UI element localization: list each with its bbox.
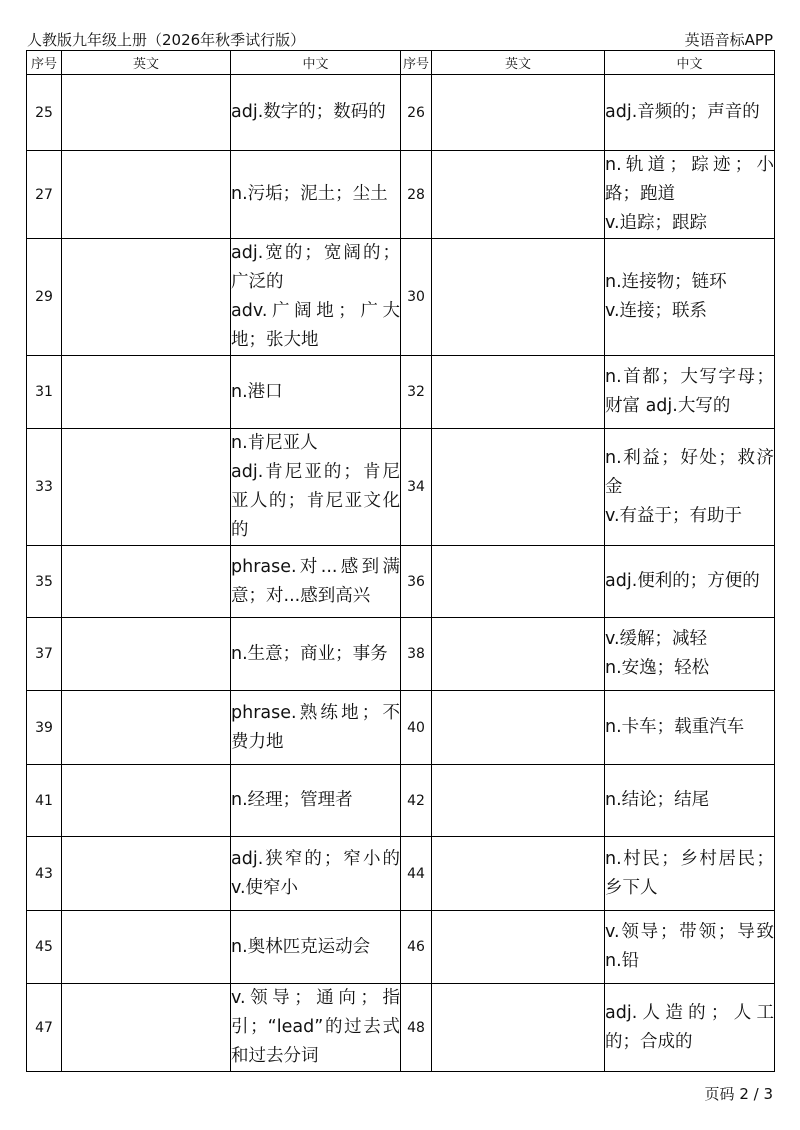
english-blank-cell: [432, 691, 605, 765]
chinese-meaning: [231, 618, 401, 691]
english-blank-cell: [432, 75, 605, 151]
english-blank-cell: [432, 429, 605, 546]
chinese-meaning: [231, 546, 401, 618]
word-number: 45: [27, 911, 62, 984]
english-blank-cell: [432, 837, 605, 911]
table-row: [27, 239, 775, 356]
word-number: 43: [27, 837, 62, 911]
meaning-line: n.卡车；载重汽车: [605, 717, 745, 737]
table-row: [27, 75, 775, 151]
meaning-line: v.领导；通向；指引；“lead”的过去式和过去分词: [231, 988, 400, 1066]
english-blank-cell: [62, 151, 231, 239]
english-blank-cell: [62, 546, 231, 618]
table-row: [27, 546, 775, 618]
word-number: 47: [27, 984, 62, 1072]
word-number: 40: [401, 691, 432, 765]
page-header: [27, 26, 773, 50]
chinese-meaning: [605, 356, 775, 429]
meaning-line: n.港口: [231, 381, 283, 402]
chinese-meaning: [231, 429, 401, 546]
english-blank-cell: [62, 356, 231, 429]
english-blank-cell: [62, 691, 231, 765]
word-number: 25: [27, 75, 62, 151]
meaning-line: n.污垢；泥土；尘土: [231, 184, 388, 204]
meaning-line: n.结论；结尾: [605, 790, 710, 810]
chinese-meaning: [605, 75, 775, 151]
meaning-line: n.首都；大写字母；财富 adj.大写的: [605, 367, 774, 416]
col-header-chinese: 中文: [231, 51, 401, 75]
chinese-meaning: [605, 691, 775, 765]
word-number: 26: [401, 75, 432, 151]
vocabulary-table: [26, 50, 775, 1072]
word-number: 38: [401, 618, 432, 691]
chinese-meaning: [605, 765, 775, 837]
app-name: 英语音标APP: [684, 31, 773, 49]
meaning-line: n.连接物；链环: [605, 272, 727, 292]
english-blank-cell: [62, 429, 231, 546]
chinese-meaning: [605, 239, 775, 356]
english-blank-cell: [432, 239, 605, 356]
chinese-meaning: [231, 765, 401, 837]
meaning-line: v.连接；联系: [605, 301, 708, 321]
meaning-line: n.经理；管理者: [231, 790, 353, 810]
meaning-line: n.生意；商业；事务: [231, 643, 388, 664]
table-row: [27, 765, 775, 837]
english-blank-cell: [432, 356, 605, 429]
meaning-line: n.轨道；踪迹；小路；跑道: [605, 155, 774, 204]
meaning-line: phrase.熟练地；不费力地: [231, 702, 400, 752]
col-header-number: 序号: [27, 51, 62, 75]
word-number: 34: [401, 429, 432, 546]
meaning-line: v.有益于；有助于: [605, 505, 743, 526]
chinese-meaning: [231, 691, 401, 765]
meaning-line: adj.音频的；声音的: [605, 102, 760, 122]
meaning-line: adj.数字的；数码的: [231, 102, 386, 122]
meaning-line: adj.肯尼亚的；肯尼亚人的；肯尼亚文化的: [231, 462, 400, 540]
col-header-english: 英文: [432, 51, 605, 75]
english-blank-cell: [62, 75, 231, 151]
word-number: 39: [27, 691, 62, 765]
chinese-meaning: [231, 239, 401, 356]
table-row: [27, 429, 775, 546]
word-number: 29: [27, 239, 62, 356]
word-number: 42: [401, 765, 432, 837]
meaning-line: n.肯尼亚人: [231, 433, 318, 453]
col-header-chinese: 中文: [605, 51, 775, 75]
chinese-meaning: [605, 618, 775, 691]
english-blank-cell: [432, 765, 605, 837]
table-header-row: [27, 51, 775, 75]
table-body: [27, 75, 775, 1072]
meaning-line: phrase.对...感到满意；对...感到高兴: [231, 556, 400, 606]
meaning-line: adj.人造的；人工的；合成的: [605, 1002, 774, 1052]
english-blank-cell: [62, 837, 231, 911]
meaning-line: v.缓解；减轻: [605, 629, 708, 649]
english-blank-cell: [62, 984, 231, 1072]
table-row: [27, 691, 775, 765]
english-blank-cell: [432, 546, 605, 618]
meaning-line: n.奥林匹克运动会: [231, 936, 371, 957]
meaning-line: adv.广阔地；广大地；张大地: [231, 301, 400, 350]
word-number: 46: [401, 911, 432, 984]
english-blank-cell: [62, 911, 231, 984]
word-number: 35: [27, 546, 62, 618]
meaning-line: v.追踪；跟踪: [605, 213, 708, 233]
meaning-line: n.安逸；轻松: [605, 658, 710, 678]
textbook-title: 人教版九年级上册（2026年秋季试行版）: [27, 31, 306, 49]
chinese-meaning: [605, 151, 775, 239]
chinese-meaning: [605, 429, 775, 546]
chinese-meaning: [605, 837, 775, 911]
english-blank-cell: [62, 618, 231, 691]
english-blank-cell: [432, 618, 605, 691]
meaning-line: n.村民；乡村居民；乡下人: [605, 848, 774, 898]
word-number: 48: [401, 984, 432, 1072]
meaning-line: n.利益；好处；救济金: [605, 447, 774, 497]
col-header-english: 英文: [62, 51, 231, 75]
chinese-meaning: [605, 546, 775, 618]
english-blank-cell: [62, 765, 231, 837]
word-number: 44: [401, 837, 432, 911]
word-number: 37: [27, 618, 62, 691]
chinese-meaning: [605, 984, 775, 1072]
meaning-line: adj.便利的；方便的: [605, 571, 760, 591]
chinese-meaning: [231, 984, 401, 1072]
english-blank-cell: [432, 151, 605, 239]
english-blank-cell: [432, 984, 605, 1072]
table-row: [27, 151, 775, 239]
table-row: [27, 911, 775, 984]
word-number: 32: [401, 356, 432, 429]
word-number: 30: [401, 239, 432, 356]
english-blank-cell: [62, 239, 231, 356]
word-number: 31: [27, 356, 62, 429]
word-number: 33: [27, 429, 62, 546]
page-number: 页码 2 / 3: [704, 1085, 773, 1103]
word-number: 27: [27, 151, 62, 239]
word-number: 41: [27, 765, 62, 837]
chinese-meaning: [231, 75, 401, 151]
word-number: 36: [401, 546, 432, 618]
meaning-line: adj.宽的；宽阔的；广泛的: [231, 243, 400, 292]
table-row: [27, 837, 775, 911]
table-row: [27, 984, 775, 1072]
meaning-line: v.领导；带领；导致 n.铅: [605, 922, 774, 971]
col-header-number: 序号: [401, 51, 432, 75]
chinese-meaning: [231, 837, 401, 911]
table-row: [27, 618, 775, 691]
chinese-meaning: [605, 911, 775, 984]
meaning-line: adj.狭窄的；窄小的 v.使窄小: [231, 848, 400, 898]
word-number: 28: [401, 151, 432, 239]
chinese-meaning: [231, 356, 401, 429]
chinese-meaning: [231, 151, 401, 239]
chinese-meaning: [231, 911, 401, 984]
english-blank-cell: [432, 911, 605, 984]
table-row: [27, 356, 775, 429]
